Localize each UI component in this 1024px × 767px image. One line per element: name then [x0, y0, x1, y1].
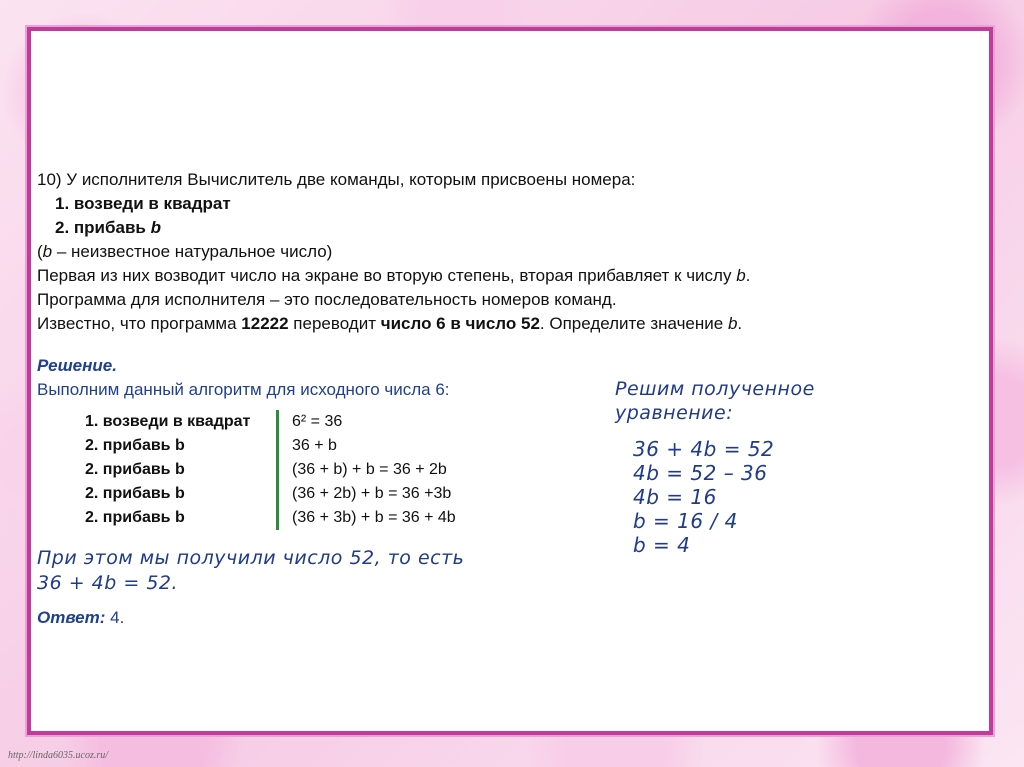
problem-note — [37, 240, 332, 264]
hand-result-line-2: 36 + 4b = 52. — [37, 572, 179, 594]
known-b: переводит — [288, 314, 381, 333]
hand-result-line-1: При этом мы получили число 52, то есть — [37, 547, 465, 569]
known-c: . Определите значение — [539, 314, 728, 333]
table-row-result: (36 + b) + b = 36 + 2b — [292, 461, 447, 478]
desc-a: Первая из них возводит число на экране во вторую степень, вторая прибавляет к числу — [37, 266, 737, 285]
answer-value: 4. — [105, 608, 125, 627]
problem-description — [37, 264, 750, 288]
solution-intro: Выполним данный алгоритм для исходного числа 6: — [37, 380, 450, 399]
command-2-var: b — [150, 218, 161, 237]
desc-var: b — [736, 266, 746, 285]
equation-step: 4b = 16 — [633, 485, 717, 509]
table-row-command: 2. прибавь b — [85, 485, 185, 502]
table-row-result: (36 + 2b) + b = 36 +3b — [292, 485, 452, 502]
equation-title-2: уравнение: — [615, 402, 734, 424]
watermark: http://linda6035.ucoz.ru/ — [8, 750, 108, 761]
table-separator — [276, 410, 279, 530]
equation-step: b = 4 — [633, 533, 691, 557]
table-row-command: 1. возведи в квадрат — [85, 413, 251, 430]
problem-program: Программа для исполнителя – это последовательность номеров команд. — [37, 290, 617, 309]
equation-step: 36 + 4b = 52 — [633, 437, 775, 461]
note-open: ( — [37, 242, 43, 261]
answer — [37, 606, 124, 630]
table-row-result: 36 + b — [292, 437, 337, 454]
note-rest: – неизвестное натуральное число) — [52, 242, 333, 261]
known-var: b — [727, 314, 738, 333]
table-row-command: 2. прибавь b — [85, 509, 185, 526]
command-2-prefix: 2. прибавь — [55, 218, 151, 237]
command-2 — [55, 216, 161, 240]
problem-known — [37, 312, 742, 336]
problem-line-1: 10) У исполнителя Вычислитель две команды, которым присвоены номера: — [37, 170, 636, 189]
answer-label: Ответ: — [37, 608, 106, 627]
table-row-result: 6² = 36 — [292, 413, 343, 430]
table-row-result: (36 + 3b) + b = 36 + 4b — [292, 509, 456, 526]
equation-step: 4b = 52 – 36 — [633, 461, 768, 485]
table-row-command: 2. прибавь b — [85, 437, 185, 454]
known-prog: 12222 — [241, 314, 289, 333]
note-var: b — [42, 242, 53, 261]
known-num: число 6 в число 52 — [380, 314, 540, 333]
command-1: 1. возведи в квадрат — [55, 194, 231, 213]
table-row-command: 2. прибавь b — [85, 461, 185, 478]
desc-end: . — [745, 266, 751, 285]
solution-heading: Решение. — [37, 356, 117, 375]
equation-step: b = 16 / 4 — [633, 509, 738, 533]
known-end: . — [737, 314, 743, 333]
known-a: Известно, что программа — [37, 314, 242, 333]
equation-title-1: Решим полученное — [615, 378, 815, 400]
